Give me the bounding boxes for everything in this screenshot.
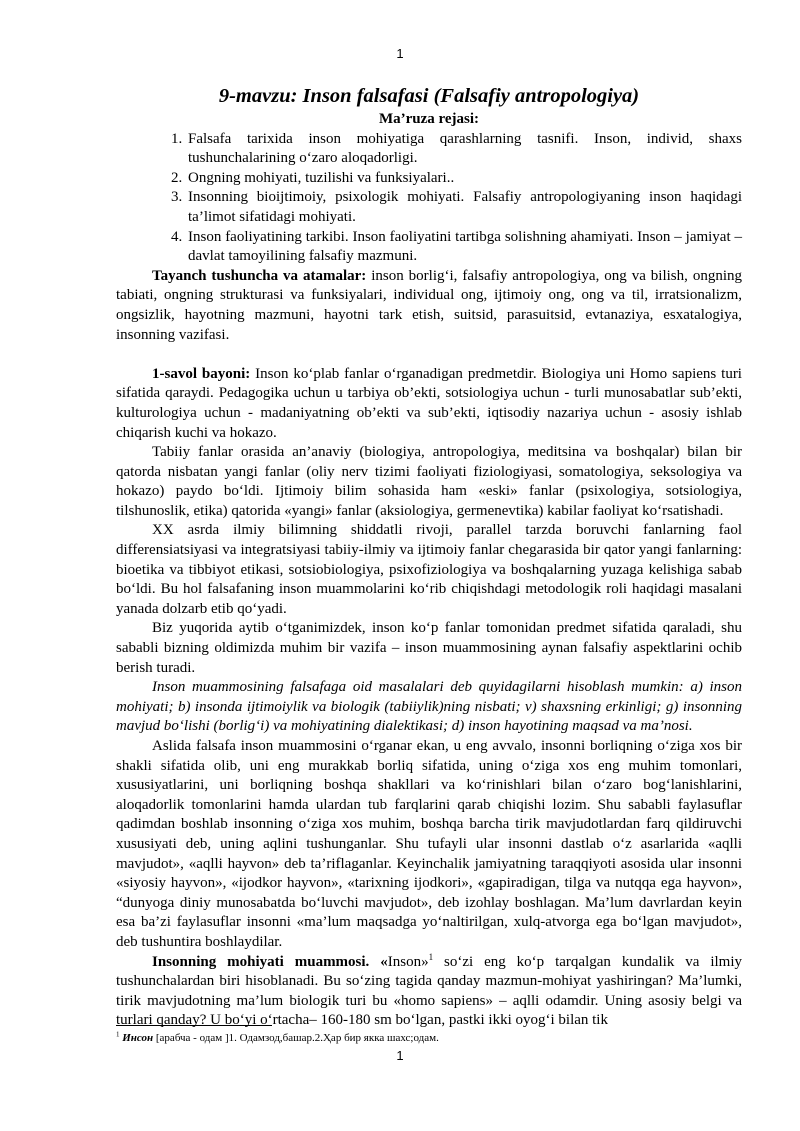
natural-sciences-paragraph: Tabiiy fanlar orasida an’anaviy (biologiya, antropologiya, meditsina va boshqalar) bilan bir qatorda nisbatan yangi fanlar (oliy nerv tizimi faoliyati fiziologiyasi, somatologiya, seksologiya va hokazo) paydo bo‘ldi. Ijtimoiy bilim sohasida ham «eski» fanlar (psixologiya, sotsiologiya, tilshunoslik, etika) qatorida «yangi» fanlar (aksiologiya, germenevtika) kabilar faoliyat ko‘rsatishadi. bbox=[116, 444, 742, 519]
plan-item: 4. Inson faoliyatining tarkibi. Inson faoliyatini tartibga solishning ahamiyati. Inson – jamiyat – davlat tamoyilining falsafiy mazmuni. bbox=[186, 228, 742, 267]
lecture-title: 9-mavzu: Inson falsafasi (Falsafiy antropologiya) bbox=[218, 85, 640, 107]
question-1-label: 1-savol bayoni: bbox=[152, 365, 251, 382]
plan-item: 1. Falsafa tarixida inson mohiyatiga qarashlarning tasnifi. Inson, individ, shaxs tushunchalarining o‘zaro aloqadorligi. bbox=[186, 130, 742, 169]
inson-word: Inson» bbox=[387, 953, 429, 970]
question-1-text: Inson ko‘plab fanlar o‘rganadigan predmetdir. Biologiya uni Homo sapiens turi sifatida qaraydi. Pedagogika uchun u tarbiya ob’ekti, sotsiologiya uchun - turli munosabatlar sub’ekti, kulturologiya uchun - madaniyatning ob’ekti va sub’ekti, iqtisodiy nazariya uchun - asosiy ishlab chiqarish kuchi va hokazo. bbox=[116, 365, 742, 441]
plan-heading: Ma’ruza rejasi: bbox=[378, 111, 480, 127]
philosophy-task-paragraph: Biz yuqorida aytib o‘tganimizdek, inson ko‘p fanlar tomonidan predmet sifatida qaraladi, shu sababli bizning oldimizda muhim bir vazifa – inson muammosining aynan falsafiy aspektlarini ochib berish turadi. bbox=[116, 620, 742, 676]
document-body bbox=[116, 84, 742, 1031]
essence-problem-label: Insonning mohiyati muammosi. « bbox=[152, 953, 388, 970]
human-essence-history-paragraph: Aslida falsafa inson muammosini o‘rganar ekan, u eng avvalo, insonni borliqning o‘ziga xos bir shakli sifatida olib, uni eng murakkab borliq sifatida, uning o‘ziga xos eng muhim tomonlari, xususiyatlarini, uni borliqning boshqa shakllari va ko‘rinishlari bilan o‘zaro bog‘lanishlarini, aloqadorlik tomonlarini hamda ulardan tub farqlarini qarab chiqishi lozim. Shu sababli faylasuflar qadimdan boshlab insonning o‘ziga xos muhim, boshqa barcha tirik mavjudotlardan farq qildiruvchi xususiyati deb, uning aqlini tushunganlar. Shu tufayli ular insonni dastlab o‘z asarlarida «aqlli mavjudot», «aqlli hayvon» deb ta’riflaganlar. Keyinchalik jamiyatning taraqqiyoti asosida ular insonni «siyosiy hayvon», «ijodkor hayvon», «tarixning ijodkori», «gapiradigan, tilga va nutqqa ega hayvon», “dunyoga diniy munosabatda bo‘luvchi mavjudot», deb izohlay boshlagan. Ma’lum davrlardan keyin esa ba’zi faylasuflar insonni «ma’lum maqsadga yo‘naltirilgan, xulq-atvorga ega bo‘lgan mavjudot», deb tushuntira boshlaydilar. bbox=[116, 738, 742, 950]
footnote bbox=[116, 1031, 742, 1045]
footnote-separator bbox=[116, 1025, 272, 1026]
question-1-paragraph bbox=[116, 365, 742, 443]
plan-list bbox=[116, 130, 742, 267]
keywords-paragraph bbox=[116, 267, 742, 345]
footnote-text: [арабча - одам ]1. Одамзод,башар.2.Ҳар бир якка шахс;одам. bbox=[153, 1032, 439, 1044]
footnote-number: 1 bbox=[116, 1030, 120, 1039]
keywords-label: Tayanch tushuncha va atamalar: bbox=[152, 267, 367, 284]
philosophical-issues-paragraph: Inson muammosining falsafaga oid masalalari deb quyidagilarni hisoblash mumkin: a) inson mohiyati; b) insonda ijtimoiylik va biologik (tabiiylik)ning nisbati; v) shaxsning erkinligi; g) insonning mavjud bo‘lishi (borlig‘i) va mohiyatining dialektikasi; d) inson hayotining maqsad va ma’nosi. bbox=[116, 679, 742, 735]
human-essence-problem-paragraph bbox=[116, 953, 742, 1031]
xx-century-paragraph: XX asrda ilmiy bilimning shiddatli rivoji, parallel tarzda boruvchi fanlarning faol differensiatsiyasi va integratsiyasi tabiiy-ilmiy va ijtimoiy fanlar chegarasida bir qator yangi fanlarning: bioetika va tibbiyot etikasi, sotsiobiologiya, psixofiziologiya va boshqalarning yuzaga kelishiga sabab bo‘ldi. Bu hol falsafaning inson muammolarini ko‘rib chiqishdagi metodologik roli haqidagi masalani yanada dolzarb etib qo‘yadi. bbox=[116, 522, 742, 617]
page-number-bottom: 1 bbox=[396, 1048, 404, 1063]
page-number-top: 1 bbox=[396, 46, 404, 61]
essence-problem-text: so‘zi eng ko‘p tarqalgan kundalik va ilmiy tushunchalardan biri hisoblanadi. Bu so‘zing tagida qanday mazmun-mohiyat yashiringan? Ma’lumki, tirik mavjudotning ma’lum biologik turi bu «homo sapiens» – aqlli odamdir. Uning asosiy belgi va turlari qanday? U bo‘yi o‘rtacha– 160-180 sm bo‘lgan, pastki ikki oyog‘i bilan tik bbox=[116, 953, 743, 1029]
footnote-reference[interactable]: 1 bbox=[428, 951, 434, 962]
footnote-word: Инсон bbox=[122, 1032, 154, 1044]
keywords-text: inson borlig‘i, falsafiy antropologiya, ong va bilish, ongning tabiati, ongning strukturasi va funksiyalari, individual ong, ijtimoiy ong, ong va til, irratsionalizm, ongsizlik, hayotning mazmuni, hayotni tark etish, suitsid, parasuitsid, evtanaziya, esxatalogiya, insonning vazifasi. bbox=[116, 267, 742, 343]
plan-item: 3. Insonning bioijtimoiy, psixologik mohiyati. Falsafiy antropologiyaning inson haqidagi ta’limot sifatidagi mohiyati. bbox=[186, 188, 742, 227]
plan-item: 2. Ongning mohiyati, tuzilishi va funksiyalari.. bbox=[186, 169, 742, 189]
